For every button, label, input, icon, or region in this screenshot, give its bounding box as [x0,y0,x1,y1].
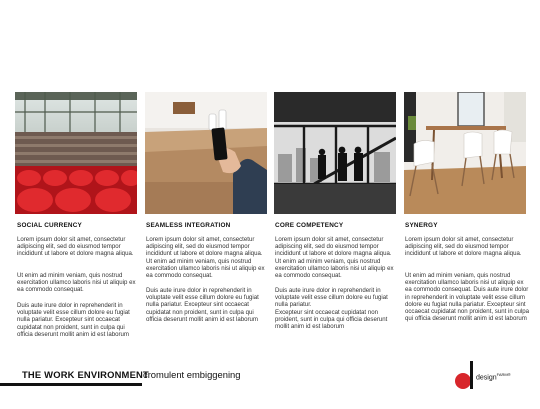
column-3-paragraph-3: Excepteur sint occaecat cupidatat non proident, sunt in culpa qui officia deserunt mollit anim id est laborum [275,309,388,331]
logo-mark: FARM® [496,372,511,377]
photo-hand-phone-table [145,92,267,214]
logo-bar-icon [470,361,473,389]
photo-stadium-seats [15,92,137,214]
column-3-paragraph-2: Duis aute irure dolor in reprehenderit in voluptate velit esse cillum dolore eu fugiat nulla pariatur. [275,287,388,309]
logo-name: design [476,374,497,382]
photo-dining-chairs [404,92,526,214]
column-1-paragraph-1: Lorem ipsum dolor sit amet, consectetur adipiscing elit, sed do eiusmod tempor incididunt ut labore et dolore magna aliqua. [17,236,134,258]
footer-rule [0,383,142,386]
column-3-paragraph-1: Lorem ipsum dolor sit amet, consectetur adipiscing elit, sed do eiusmod tempor incididunt ut labore et dolore magna aliqua. Ut enim ad minim veniam, quis nostrud exercitation ullamco laboris nisi ut aliquip ex ea commodo consequat. [275,236,394,280]
logo-wordmark [476,372,511,381]
photo-office-window-people [274,92,396,214]
column-1-paragraph-2: Ut enim ad minim veniam, quis nostrud exercitation ullamco laboris nisi ut aliquip ex ea commodo consequat. [17,272,136,294]
logo-dot-icon [455,373,471,389]
footer-title: THE WORK ENVIRONMENT [22,369,149,380]
column-4-paragraph-1: Lorem ipsum dolor sit amet, consectetur adipiscing elit, sed do eiusmod tempor incididunt ut labore et dolore magna aliqua. [405,236,522,258]
column-heading-core-competency: CORE COMPETENCY [275,222,344,229]
column-2-paragraph-2: Duis aute irure dolor in reprehenderit in voluptate velit esse cillum dolore eu fugiat nulla pariatur. Excepteur sint occaecat cupidatat non proident, sunt in culpa qui officia deserunt mollit anim id est laborum [146,287,259,323]
footer-subtitle: cromulent embiggening [143,369,241,380]
column-heading-seamless-integration: SEAMLESS INTEGRATION [146,222,231,229]
column-1-paragraph-3: Duis aute irure dolor in reprehenderit in voluptate velit esse cillum dolore eu fugiat nulla pariatur. Excepteur sint occaecat cupidatat non proident, sunt in culpa qui officia deserunt mollit anim id est laborum [17,302,130,338]
column-heading-synergy: SYNERGY [405,222,438,229]
column-heading-social-currency: SOCIAL CURRENCY [17,222,83,229]
column-4-paragraph-2: Ut enim ad minim veniam, quis nostrud exercitation ullamco laboris nisi ut aliquip ex ea commodo consequat. Duis aute irure dolor in reprehenderit in voluptate velit esse cillum dolore eu fugiat nulla pariatur. Excepteur sint occaecat cupidatat non proident, sunt in culpa qui officia deserunt mollit anim id est laborum [405,272,529,323]
column-2-paragraph-1: Lorem ipsum dolor sit amet, consectetur adipiscing elit, sed do eiusmod tempor incididunt ut labore et dolore magna aliqua. Ut enim ad minim veniam, quis nostrud exercitation ullamco laboris nisi ut aliquip ex ea commodo consequat. [146,236,265,280]
